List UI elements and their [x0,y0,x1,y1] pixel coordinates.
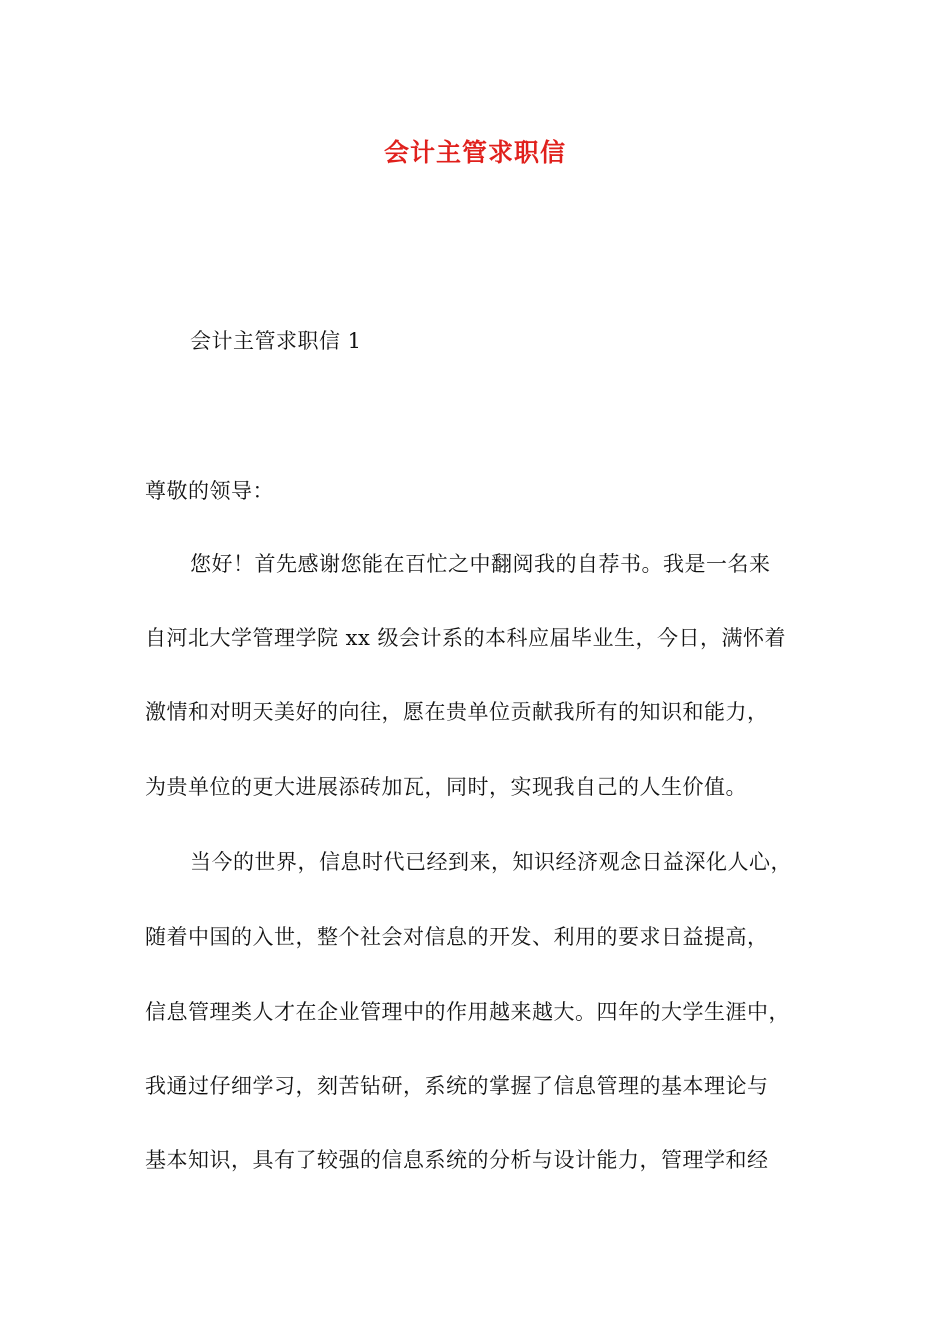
paragraph-line: 激情和对明天美好的向往，愿在贵单位贡献我所有的知识和能力， [145,700,769,724]
section-heading: 会计主管求职信 1 [190,329,362,353]
paragraph-line: 我通过仔细学习，刻苦钻研，系统的掌握了信息管理的基本理论与 [145,1074,769,1098]
document-title: 会计主管求职信 [383,138,566,167]
paragraph-line: 为贵单位的更大进展添砖加瓦，同时，实现我自己的人生价值。 [145,775,747,799]
paragraph-line: 随着中国的入世，整个社会对信息的开发、利用的要求日益提高， [145,925,769,949]
paragraph-line: 信息管理类人才在企业管理中的作用越来越大。四年的大学生涯中， [145,1000,790,1024]
paragraph-line: 当今的世界，信息时代已经到来，知识经济观念日益深化人心， [190,850,792,874]
paragraph-line: 您好！首先感谢您能在百忙之中翻阅我的自荐书。我是一名来 [190,552,771,576]
salutation: 尊敬的领导： [145,479,274,503]
paragraph-line: 自河北大学管理学院 xx 级会计系的本科应届毕业生，今日，满怀着 [145,626,787,650]
paragraph-line: 基本知识，具有了较强的信息系统的分析与设计能力，管理学和经 [145,1148,769,1172]
